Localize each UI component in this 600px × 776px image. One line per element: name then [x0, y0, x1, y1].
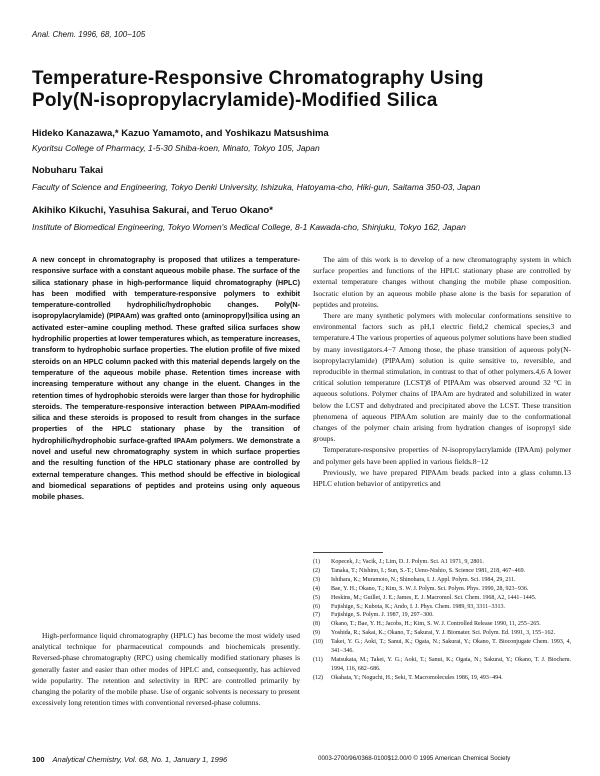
reference-text: Okahata, Y.; Noguchi, H.; Seki, T. Macromolecules 1986, 19, 493−494.: [331, 674, 503, 681]
reference-text: Takei, Y. G.; Aoki, T.; Sanui, K.; Ogata, N.; Sakurai, Y.; Okano, T. Bioconjugate Chem. 1993, 4, 341−346.: [331, 639, 571, 655]
reference-text: Ishihara, K.; Muramoto, N.; Shinohara, I. J. Appl. Polym. Sci. 1984, 29, 211.: [331, 576, 516, 583]
paragraph-polymers: There are many synthetic polymers with molecular conformations sensitive to environmental factors such as pH,1 electric field,2 chemical species,3 and temperature.4 The various properties of aqueous polymer solutions have been studied by many investigators.4−7 Among those, the phase transition of aqueous poly(N-isopropylacrylamide) (PIPAAm) solution is quite sensitive to, reversible, and reproducible in thermal stimulation, in contrast to that of other polymers.4,6 A lower critical solution temperature (LCST)8 of PIPAAm was observed around 32 °C in aqueous solutions. Polymer chains of IPAAm are hydrated and solubilized in water below the LCST and dehydrated and precipitated above the LCST. These transition phenomena of aqueous PIPAAm solution are mainly due to the conformational changes of the polymer chain arising from hydration changes of isopropyl side groups.: [313, 311, 571, 444]
reference-number: (1): [313, 559, 320, 565]
paragraph-aim: The aim of this work is to develop of a new chromatography system in which surface properties and functions of the HPLC stationary phase are controlled by external temperature changes without changing the mobile phase composition. Isocratic elution by an aqueous mobile phase alone is the basis for separation of peptides and proteins.: [313, 255, 571, 309]
reference-number: (5): [313, 594, 320, 601]
footer-journal: Analytical Chemistry, Vol. 68, No. 1, January 1, 1996: [52, 755, 228, 764]
affiliation-1: Kyoritsu College of Pharmacy, 1-5-30 Shiba-koen, Minato, Tokyo 105, Japan: [32, 143, 320, 153]
authors-group-2: Nobuharu Takai: [32, 165, 104, 176]
reference-item: [313, 656, 571, 674]
abstract: A new concept in chromatography is proposed that utilizes a temperature-responsive surface with a constant aqueous mobile phase. The surface of the silica stationary phase in high-performance liquid chromatography (HPLC) has been modified with temperature-responsive polymers to exhibit temperature-controlled hydrophilic/hydrophobic changes. Poly(N-isopropylacrylamide) (PIPAAm) was grafted onto (aminopropyl)silica using an activated ester−amine coupling method. These grafted silica surfaces show hydrophilic properties at lower temperatures which, as temperature increases, transform to hydrophobic surface properties. The elution profile of five mixed steroids on an HPLC column packed with this material depends largely on the temperature of the aqueous mobile phase. Retention times increase with increasing temperature without any change in the eluent. Changes in the retention times of hydrophobic steroids were larger than those for hydrophilic steroids. The temperature-responsive interaction between PIPAAm-modified silica and these steroids is proposed to result from changes in the surface properties of the HPLC stationary phase by the transition of hydrophilic/hydrophobic surface-grafted IPAAm polymers. We demonstrate a novel and useful new chromatography system in which surface properties and the resulting function of the HPLC stationary phase are controlled by external temperature changes. This method should be effective in biological and biomedical separations of peptides and proteins using only aqueous mobile phases.: [32, 255, 300, 502]
reference-text: Bae, Y. H.; Okano, T.; Kim, S. W. J. Polym. Sci. Polym. Phys. 1990, 28, 923−936.: [331, 585, 529, 592]
reference-item: [313, 620, 571, 629]
reference-text: Kopecek, J.; Vacik, J.; Lim, D. J. Polym. Sci. A1 1971, 9, 2801.: [331, 559, 484, 565]
reference-number: (10): [313, 639, 323, 646]
page-number: 100: [32, 755, 45, 764]
reference-text: Matsukata, M.; Takei, Y. G.; Aoki, T.; Sanui, K.; Ogata, N.; Sakurai, Y.; Okano, T. J. Biochem. 1994, 116, 682−686.: [331, 656, 571, 672]
reference-text: Yoshida, R.; Sakai, K.; Okano, T.; Sakurai, Y. J. Biomater. Sci. Polym. Ed. 1991, 3, 155−162.: [331, 630, 556, 637]
authors-group-3: Akihiko Kikuchi, Yasuhisa Sakurai, and Teruo Okano*: [32, 205, 273, 216]
reference-text: Heskins, M.; Guillet, J. E.; James, E. J. Macromol. Sci. Chem. 1968, A2, 1441−1445.: [331, 594, 537, 601]
reference-number: (12): [313, 674, 323, 681]
reference-text: Tanaka, T.; Nishino, I.; Sun, S.-T.; Ueno-Nishio, S. Science 1981, 218, 467−469.: [331, 567, 526, 574]
reference-number: (11): [313, 656, 323, 663]
reference-item: [313, 603, 571, 612]
reference-text: Fujishige, S. Polym. J. 1987, 19, 297−300.: [331, 612, 434, 619]
reference-number: (7): [313, 612, 320, 619]
affiliation-3: Institute of Biomedical Engineering, Tokyo Women's Medical College, 8-1 Kawada-cho, Shinjuku, Tokyo 162, Japan: [32, 222, 466, 232]
reference-item: [313, 558, 571, 567]
reference-text: Fujishige, S.; Kubota, K.; Ando, I. J. Phys. Chem. 1989, 93, 3311−3313.: [331, 603, 506, 610]
reference-item: [313, 576, 571, 585]
right-column-body: [313, 254, 571, 489]
authors-group-1: Hideko Kanazawa,* Kazuo Yamamoto, and Yoshikazu Matsushima: [32, 128, 329, 139]
page-footer-left: [32, 755, 227, 764]
article-title: [32, 68, 552, 112]
affiliation-2: Faculty of Science and Engineering, Tokyo Denki University, Ishizuka, Hatoyama-cho, Hiki-gun, Saitama 350-03, Japan: [32, 182, 481, 192]
reference-number: (3): [313, 576, 320, 583]
reference-item: [313, 611, 571, 620]
reference-number: (4): [313, 585, 320, 592]
paragraph-previous-work: Previously, we have prepared PIPAAm beads packed into a glass column.13 HPLC elution behavior of antipyretics and: [313, 467, 571, 489]
reference-number: (8): [313, 621, 320, 628]
reference-item: [313, 585, 571, 594]
page-footer-right: 0003-2700/96/0368-0100$12.00/0 © 1995 American Chemical Society: [318, 755, 511, 762]
reference-text: Okano, T.; Bae, Y. H.; Jacobs, H.; Kim, S. W. J. Controlled Release 1990, 11, 255−265.: [331, 621, 541, 628]
title-line-1: Temperature-Responsive Chromatography Using: [32, 68, 484, 89]
reference-item: [313, 594, 571, 603]
reference-list: [313, 558, 571, 683]
footnote-divider: [313, 552, 383, 553]
reference-item: [313, 638, 571, 656]
reference-item: [313, 674, 571, 683]
paragraph-applications: Temperature-responsive properties of N-isopropylacrylamide (IPAAm) polymer and polymer gels have been applied in various fields.8−12: [313, 445, 571, 466]
reference-number: (6): [313, 603, 320, 610]
title-line-2: Poly(N-isopropylacrylamide)-Modified Silica: [32, 90, 438, 111]
reference-item: [313, 567, 571, 576]
intro-text: High-performance liquid chromatography (HPLC) has become the most widely used analytical technique for pharmaceutical compounds and biochemicals presently. Reversed-phase chromatography (RPC) using chemically modified stationary phases is generally faster and easier than other modes of HPLC and, consequently, has achieved wide popularity. The retention and selectivity in RPC are controlled primarily by changing the polarity of the mobile phase. Use of organic solvents is necessary to present excessively long retention times with conventional reversed-phase columns.: [32, 631, 300, 708]
reference-item: [313, 629, 571, 638]
reference-number: (2): [313, 567, 320, 574]
reference-number: (9): [313, 630, 320, 637]
intro-paragraph: [32, 630, 300, 708]
journal-header: Anal. Chem. 1996, 68, 100−105: [32, 30, 146, 39]
